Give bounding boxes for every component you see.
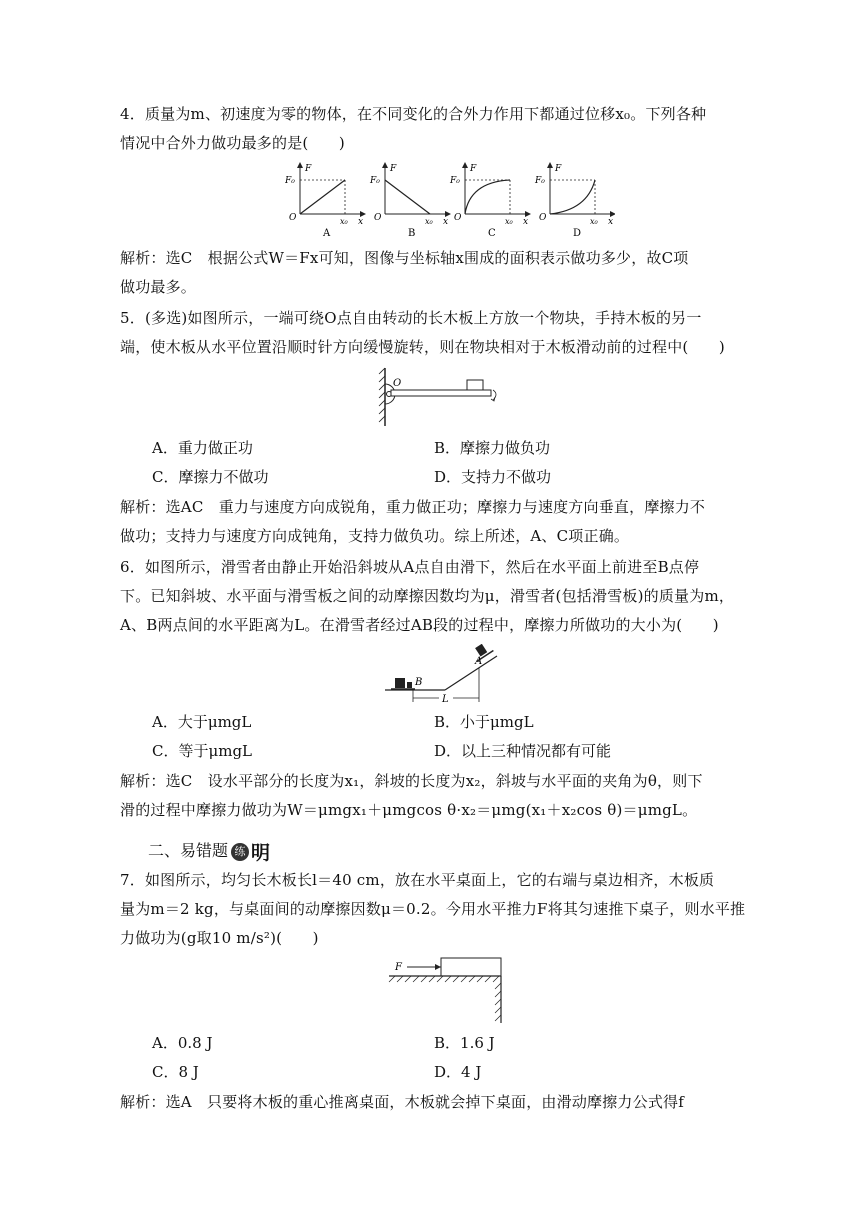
q5-option-b: B．摩擦力做负功 [434,439,551,457]
q4-graph-c-f-label: F [470,164,477,174]
q5-answer-line1: 解析：选AC 重力与速度方向成锐角，重力做正功；摩擦力与速度方向垂直，摩擦力不 [120,498,706,516]
q4-stem-line1: 4．质量为m、初速度为零的物体，在不同变化的合外力作用下都通过位移x₀。下列各种 [120,105,707,123]
q4-graph-a-f-label: F [305,164,312,174]
q5-option-d: D．支持力不做功 [434,468,552,486]
q7-option-c: C．8 J [152,1063,199,1081]
section-badge-icon: 练 [231,843,249,861]
q6-stem-line3: A、B两点间的水平距离为L。在滑雪者经过AB段的过程中，摩擦力所做功的大小为( ) [120,616,719,634]
q4-graph-d-o-label: O [539,213,547,223]
q6-option-b: B．小于μmgL [434,713,534,731]
q7-stem-line1: 7．如图所示，均匀长木板长l＝40 cm，放在水平桌面上，它的右端与桌边相齐，木板质 [120,871,715,889]
q5-stem-line1: 5．(多选)如图所示，一端可绕O点自由转动的长木板上方放一个物块，手持木板的另一 [120,309,702,327]
q4-answer-line1: 解析：选C 根据公式W＝Fx可知，图像与坐标轴x围成的面积表示做功多少，故C项 [120,249,689,267]
q7-option-d: D．4 J [434,1063,482,1081]
q6-answer-line1: 解析：选C 设水平部分的长度为x₁，斜坡的长度为x₂，斜坡与水平面的夹角为θ，则下 [120,772,703,790]
q4-graph-c-f0-label: F₀ [450,176,460,186]
q5-option-c: C．摩擦力不做功 [152,468,269,486]
q4-graph-b-o-label: O [374,213,382,223]
q5-stem-line2: 端，使木板从水平位置沿顺时针方向缓慢旋转，则在物块相对于木板滑动前的过程中( ) [120,338,725,356]
q4-graph-d-x-label: x [608,217,614,227]
q6-answer-line2: 滑的过程中摩擦力做功为W＝μmgx₁＋μmgcos θ·x₂＝μmg(x₁＋x₂cos θ)＝μmgL。 [120,801,698,819]
q4-graph-b-f0-label: F₀ [370,176,380,186]
q6-option-c: C．等于μmgL [152,742,253,760]
q4-graph-d-x0-label: x₀ [590,217,598,226]
q4-graph-a-caption: A [323,228,331,238]
q4-graph-c-caption: C [488,228,496,238]
q4-graph-a-x-label: x [358,217,364,227]
q4-graph-b-f-label: F [390,164,397,174]
section-heading-big-char: 明 [251,842,271,864]
q6-stem-line2: 下。已知斜坡、水平面与滑雪板之间的动摩擦因数均为μ，滑雪者(包括滑雪板)的质量为m， [120,587,735,605]
q6-option-a: A．大于μmgL [152,713,252,731]
q4-graph-c-o-label: O [454,213,462,223]
q4-graph-d [534,163,615,238]
q4-graph-b-x0-label: x₀ [425,217,433,226]
q4-graphs-figure [285,160,615,238]
section-heading-text: 二、易错题 [148,841,229,860]
q4-graph-a-f0-label: F₀ [285,176,295,186]
q6-fig-b-label: B [415,677,423,688]
q4-graph-d-f-label: F [555,164,562,174]
q6-slope-figure [385,644,505,706]
q4-graph-d-caption: D [573,228,582,238]
q5-fig-o-label: O [393,378,402,389]
q4-graph-b [369,163,450,238]
q7-option-a: A．0.8 J [152,1034,213,1052]
q7-stem-line2: 量为m＝2 kg，与桌面间的动摩擦因数μ＝0.2。今用水平推力F将其匀速推下桌子，则水平推 [120,900,746,918]
q6-stem-line1: 6．如图所示，滑雪者由静止开始沿斜坡从A点自由滑下，然后在水平面上前进至B点停 [120,558,700,576]
q7-stem-line3: 力做功为(g取10 m/s²)( ) [120,929,319,947]
q4-graph-c-x0-label: x₀ [505,217,513,226]
q5-option-a: A．重力做正功 [152,439,253,457]
q7-table-figure [385,955,505,1025]
q4-graph-a-x0-label: x₀ [340,217,348,226]
q7-fig-f-label: F [395,962,402,973]
q7-option-b: B．1.6 J [434,1034,495,1052]
q4-graph-d-f0-label: F₀ [535,176,545,186]
q4-graph-b-x-label: x [443,217,449,227]
q4-answer-line2: 做功最多。 [120,278,197,296]
q4-graph-c [449,163,530,238]
q6-option-d: D．以上三种情况都有可能 [434,742,612,760]
q6-fig-a-label: A [475,656,483,667]
q4-graph-a [285,163,365,238]
q4-graph-a-o-label: O [289,213,297,223]
q7-answer-line1: 解析：选A 只要将木板的重心推离桌面，木板就会掉下桌面，由滑动摩擦力公式得f [120,1093,684,1111]
q4-graph-b-caption: B [408,228,416,238]
q4-graph-c-x-label: x [523,217,529,227]
q5-answer-line2: 做功；支持力与速度方向成钝角，支持力做负功。综上所述，A、C项正确。 [120,527,630,545]
q4-stem-line2: 情况中合外力做功最多的是( ) [120,134,345,152]
q6-fig-l-label: L [442,694,449,705]
section-heading [148,838,270,865]
q5-board-figure [375,364,505,430]
